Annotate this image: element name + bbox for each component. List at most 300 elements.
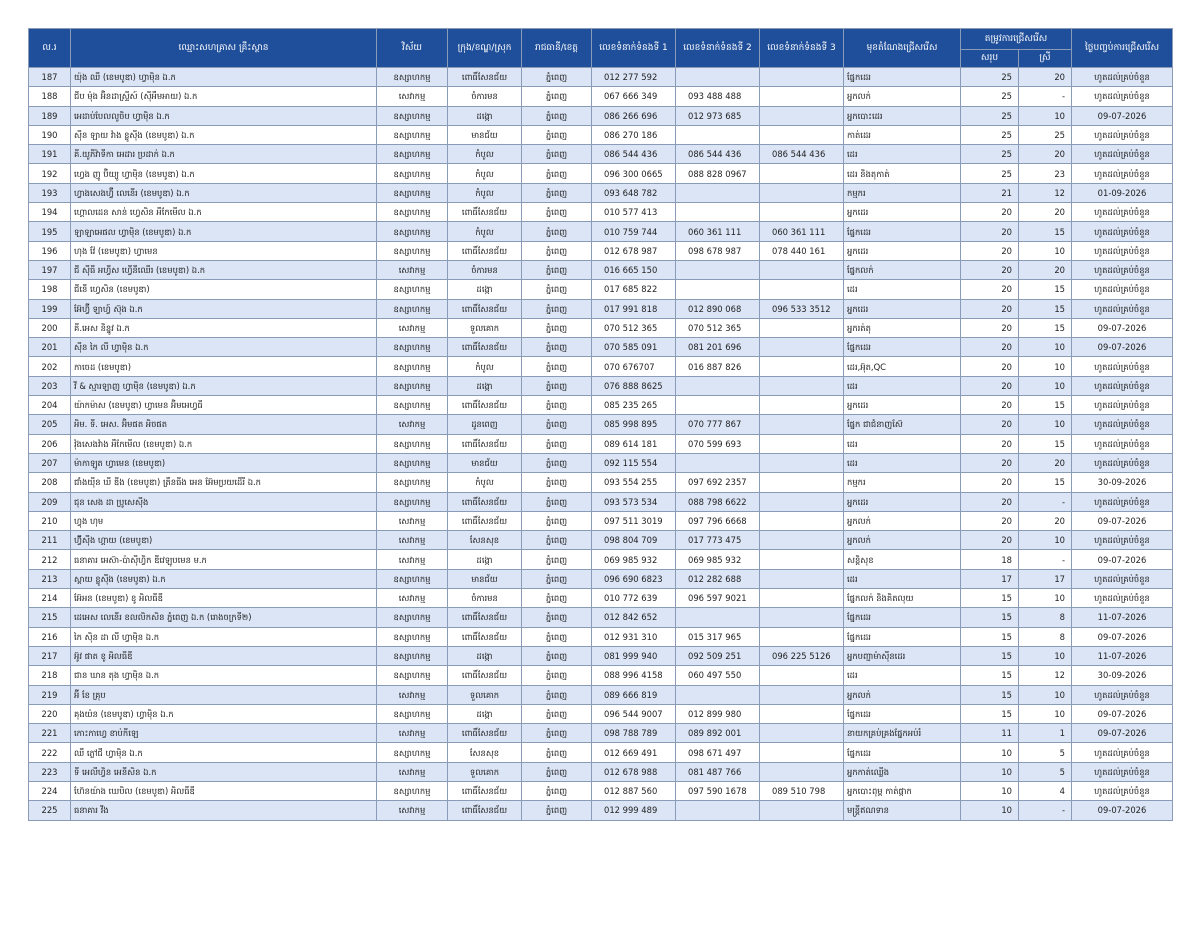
cell-province: ភ្នំពេញ <box>522 589 592 608</box>
cell-company-name: គី.អេស និន្នូវ ឯ.ក <box>71 318 377 337</box>
cell-phone-2: 012 890 068 <box>676 299 760 318</box>
cell-position: ដេរ <box>844 376 961 395</box>
cell-sector: ឧស្សាហកម្ម <box>377 704 448 723</box>
cell-province: ភ្នំពេញ <box>522 569 592 588</box>
cell-total: 25 <box>961 164 1019 183</box>
table-row <box>29 260 1173 279</box>
cell-position: អ្នកបោះដេរ <box>844 106 961 125</box>
cell-total: 10 <box>961 781 1019 800</box>
cell-district: ពោធិ៍សែនជ័យ <box>448 203 522 222</box>
cell-no: 194 <box>29 203 71 222</box>
cell-province: ភ្នំពេញ <box>522 608 592 627</box>
cell-company-name: អ៊ែអន (ខេមបូឌា) ខូ អិលធីឌី <box>71 589 377 608</box>
cell-phone-1: 012 887 560 <box>592 781 676 800</box>
cell-phone-2 <box>676 68 760 87</box>
cell-position: សន្តិសុខ <box>844 550 961 569</box>
cell-sector: ឧស្សាហកម្ម <box>377 125 448 144</box>
cell-company-name: ម៉ាកាឡូត ហ្វាមេន (ខេមបូឌា) <box>71 453 377 472</box>
cell-female: 10 <box>1019 338 1072 357</box>
cell-phone-1: 012 931 310 <box>592 627 676 646</box>
cell-province: ភ្នំពេញ <box>522 434 592 453</box>
cell-sector: សេវាកម្ម <box>377 724 448 743</box>
cell-phone-1: 085 235 265 <box>592 396 676 415</box>
cell-phone-1: 070 512 365 <box>592 318 676 337</box>
table-row <box>29 453 1173 472</box>
cell-female: 15 <box>1019 434 1072 453</box>
cell-phone-3 <box>760 531 844 550</box>
cell-total: 10 <box>961 762 1019 781</box>
cell-total: 25 <box>961 106 1019 125</box>
table-row <box>29 106 1173 125</box>
cell-no: 193 <box>29 183 71 202</box>
cell-district: ពោធិ៍សែនជ័យ <box>448 338 522 357</box>
cell-deadline: 30-09-2026 <box>1072 473 1173 492</box>
cell-phone-3 <box>760 589 844 608</box>
cell-phone-2: 060 361 111 <box>676 222 760 241</box>
cell-position: ដេរ <box>844 434 961 453</box>
cell-female: 10 <box>1019 241 1072 260</box>
cell-company-name: ធនាគារ វីង <box>71 801 377 820</box>
cell-province: ភ្នំពេញ <box>522 685 592 704</box>
cell-company-name: គី.យូភីវ៉ាទីកា អេដារ ប្រដាក់ ឯ.ក <box>71 145 377 164</box>
cell-company-name: គុងយ៉ន (ខេមបូឌា) ហ្វាម៉ិន ឯ.ក <box>71 704 377 723</box>
cell-phone-2: 012 973 685 <box>676 106 760 125</box>
cell-position: អ្នកបញ្ជាម៉ាស៊ីនដេរ <box>844 646 961 665</box>
cell-province: ភ្នំពេញ <box>522 106 592 125</box>
cell-female: 15 <box>1019 318 1072 337</box>
cell-phone-3 <box>760 704 844 723</box>
cell-phone-1: 088 996 4158 <box>592 666 676 685</box>
cell-sector: ឧស្សាហកម្ម <box>377 145 448 164</box>
cell-company-name: ហ្គោលដេន សាន់ ហ្វេសិន អឹកែមើល ឯ.ក <box>71 203 377 222</box>
cell-phone-2 <box>676 183 760 202</box>
cell-phone-1: 070 676707 <box>592 357 676 376</box>
table-row <box>29 68 1173 87</box>
cell-deadline: ហូតដល់គ្រប់ចំនួន <box>1072 376 1173 395</box>
table-row <box>29 203 1173 222</box>
cell-total: 20 <box>961 511 1019 530</box>
cell-phone-3 <box>760 492 844 511</box>
cell-company-name: វ៉ុងសេងវ៉ាង អឹកែមើល (ខេមបូឌា) ឯ.ក <box>71 434 377 453</box>
table-row <box>29 87 1173 106</box>
cell-district: ពោធិ៍សែនជ័យ <box>448 608 522 627</box>
cell-district: ទួលគោក <box>448 685 522 704</box>
cell-phone-2 <box>676 203 760 222</box>
cell-phone-3 <box>760 685 844 704</box>
cell-phone-2: 070 777 867 <box>676 415 760 434</box>
table-row <box>29 608 1173 627</box>
cell-company-name: យ៉ុង ឈី (ខេមបូឌា) ហ្វាម៉ិន ឯ.ក <box>71 68 377 87</box>
cell-phone-1: 096 544 9007 <box>592 704 676 723</box>
cell-phone-2: 086 544 436 <box>676 145 760 164</box>
cell-deadline: ហូតដល់គ្រប់ចំនួន <box>1072 68 1173 87</box>
cell-phone-2 <box>676 260 760 279</box>
cell-position: អ្នកដេរ <box>844 299 961 318</box>
cell-province: ភ្នំពេញ <box>522 627 592 646</box>
header-deadline: ថ្ងៃបញ្ចប់ការជ្រើសរើស <box>1072 29 1173 68</box>
cell-total: 20 <box>961 492 1019 511</box>
cell-company-name: ហ៊ែនយ៉ាង ឃេបិល (ខេមបូឌា) អិលធីឌី <box>71 781 377 800</box>
cell-district: ដង្កោ <box>448 280 522 299</box>
cell-phone-2: 097 590 1678 <box>676 781 760 800</box>
cell-sector: ឧស្សាហកម្ម <box>377 396 448 415</box>
cell-phone-1: 086 270 186 <box>592 125 676 144</box>
cell-total: 20 <box>961 299 1019 318</box>
cell-province: ភ្នំពេញ <box>522 492 592 511</box>
cell-district: ដង្កោ <box>448 646 522 665</box>
cell-province: ភ្នំពេញ <box>522 646 592 665</box>
cell-female: 20 <box>1019 68 1072 87</box>
cell-district: ដង្កោ <box>448 704 522 723</box>
cell-total: 20 <box>961 260 1019 279</box>
cell-district: សែនសុខ <box>448 531 522 550</box>
cell-no: 213 <box>29 569 71 588</box>
cell-company-name: អ៊ូវ ផាត ខូ អិលធីឌី <box>71 646 377 665</box>
cell-phone-1: 010 577 413 <box>592 203 676 222</box>
cell-deadline: 09-07-2026 <box>1072 550 1173 569</box>
cell-no: 189 <box>29 106 71 125</box>
cell-phone-2: 015 317 965 <box>676 627 760 646</box>
cell-province: ភ្នំពេញ <box>522 241 592 260</box>
cell-sector: ឧស្សាហកម្ម <box>377 608 448 627</box>
cell-no: 224 <box>29 781 71 800</box>
cell-total: 25 <box>961 87 1019 106</box>
cell-total: 15 <box>961 666 1019 685</box>
cell-phone-1: 012 669 491 <box>592 743 676 762</box>
cell-company-name: ស៊ីន កៃ លី ហ្វាម៉ិន ឯ.ក <box>71 338 377 357</box>
cell-no: 203 <box>29 376 71 395</box>
header-position: មុខតំណែងជ្រើសរើស <box>844 29 961 68</box>
cell-company-name: ជីនើ ហ្វេសិន (ខេមបូឌា) <box>71 280 377 299</box>
table-row <box>29 511 1173 530</box>
cell-no: 210 <box>29 511 71 530</box>
cell-total: 20 <box>961 434 1019 453</box>
cell-no: 215 <box>29 608 71 627</box>
cell-position: នាយកគ្រប់គ្រងផ្នែកអប់រំ <box>844 724 961 743</box>
cell-position: ផ្នែក ជាជំនាញស៊ែ <box>844 415 961 434</box>
cell-deadline: ហូតដល់គ្រប់ចំនួន <box>1072 685 1173 704</box>
cell-province: ភ្នំពេញ <box>522 531 592 550</box>
cell-district: ពោធិ៍សែនជ័យ <box>448 627 522 646</box>
cell-deadline: 09-07-2026 <box>1072 106 1173 125</box>
cell-sector: ឧស្សាហកម្ម <box>377 473 448 492</box>
cell-position: ផ្នែកដេរ <box>844 222 961 241</box>
cell-phone-3: 089 510 798 <box>760 781 844 800</box>
header-phone-2: លេខទំនាក់ទំនងទី 2 <box>676 29 760 68</box>
cell-position: ដេរ,អ៊ុត,QC <box>844 357 961 376</box>
table-row <box>29 666 1173 685</box>
table-row <box>29 164 1173 183</box>
cell-phone-1: 012 678 987 <box>592 241 676 260</box>
cell-total: 11 <box>961 724 1019 743</box>
header-company-name: ឈ្មោះសហគ្រាស គ្រឹះស្ថាន <box>71 29 377 68</box>
cell-province: ភ្នំពេញ <box>522 743 592 762</box>
table-row <box>29 685 1173 704</box>
cell-sector: ឧស្សាហកម្ម <box>377 492 448 511</box>
cell-position: អ្នករត់តុ <box>844 318 961 337</box>
header-phone-1: លេខទំនាក់ទំនងទី 1 <box>592 29 676 68</box>
cell-phone-1: 089 666 819 <box>592 685 676 704</box>
table-header <box>29 29 1173 68</box>
cell-total: 20 <box>961 222 1019 241</box>
cell-total: 25 <box>961 125 1019 144</box>
cell-phone-2: 060 497 550 <box>676 666 760 685</box>
cell-province: ភ្នំពេញ <box>522 550 592 569</box>
cell-sector: ឧស្សាហកម្ម <box>377 376 448 395</box>
cell-total: 20 <box>961 338 1019 357</box>
cell-deadline: ហូតដល់គ្រប់ចំនួន <box>1072 280 1173 299</box>
cell-deadline: ហូតដល់គ្រប់ចំនួន <box>1072 415 1173 434</box>
cell-total: 20 <box>961 318 1019 337</box>
cell-position: អ្នកលក់ <box>844 511 961 530</box>
cell-phone-2 <box>676 453 760 472</box>
cell-province: ភ្នំពេញ <box>522 222 592 241</box>
cell-phone-1: 016 665 150 <box>592 260 676 279</box>
cell-female: 20 <box>1019 145 1072 164</box>
cell-province: ភ្នំពេញ <box>522 724 592 743</box>
cell-no: 204 <box>29 396 71 415</box>
table-row <box>29 627 1173 646</box>
cell-deadline: ហូតដល់គ្រប់ចំនួន <box>1072 396 1173 415</box>
cell-province: ភ្នំពេញ <box>522 704 592 723</box>
cell-phone-1: 012 277 592 <box>592 68 676 87</box>
cell-province: ភ្នំពេញ <box>522 415 592 434</box>
cell-sector: ឧស្សាហកម្ម <box>377 299 448 318</box>
cell-total: 20 <box>961 531 1019 550</box>
cell-phone-2: 012 899 980 <box>676 704 760 723</box>
cell-female: 20 <box>1019 203 1072 222</box>
cell-no: 207 <box>29 453 71 472</box>
cell-phone-3 <box>760 608 844 627</box>
cell-total: 21 <box>961 183 1019 202</box>
cell-phone-1: 010 772 639 <box>592 589 676 608</box>
cell-phone-2 <box>676 125 760 144</box>
cell-phone-2 <box>676 685 760 704</box>
cell-phone-3 <box>760 376 844 395</box>
cell-company-name: ដេអេស លេនើរ ខលលិកសិន ភ្នំពេញ ឯ.ក (រោងចក្រទី២) <box>71 608 377 627</box>
cell-total: 20 <box>961 415 1019 434</box>
cell-no: 220 <box>29 704 71 723</box>
header-no: ល.រ <box>29 29 71 68</box>
cell-province: ភ្នំពេញ <box>522 376 592 395</box>
cell-total: 15 <box>961 685 1019 704</box>
table-row <box>29 550 1173 569</box>
cell-deadline: ហូតដល់គ្រប់ចំនួន <box>1072 531 1173 550</box>
cell-province: ភ្នំពេញ <box>522 125 592 144</box>
cell-phone-2: 097 796 6668 <box>676 511 760 530</box>
cell-position: អ្នកលក់ <box>844 531 961 550</box>
cell-no: 191 <box>29 145 71 164</box>
cell-deadline: ហូតដល់គ្រប់ចំនួន <box>1072 762 1173 781</box>
cell-district: កំបូល <box>448 222 522 241</box>
cell-phone-1: 096 300 0665 <box>592 164 676 183</box>
cell-sector: សេវាកម្ម <box>377 550 448 569</box>
cell-position: ផ្នែកលក់ និងគិតលុយ <box>844 589 961 608</box>
cell-deadline: 09-07-2026 <box>1072 724 1173 743</box>
cell-province: ភ្នំពេញ <box>522 260 592 279</box>
cell-phone-1: 093 573 534 <box>592 492 676 511</box>
cell-deadline: 09-07-2026 <box>1072 801 1173 820</box>
cell-phone-1: 098 804 709 <box>592 531 676 550</box>
cell-no: 201 <box>29 338 71 357</box>
cell-deadline: ហូតដល់គ្រប់ចំនួន <box>1072 87 1173 106</box>
cell-deadline: ហូតដល់គ្រប់ចំនួន <box>1072 492 1173 511</box>
cell-phone-2: 070 599 693 <box>676 434 760 453</box>
cell-position: ដេរ <box>844 145 961 164</box>
cell-district: ដង្កោ <box>448 376 522 395</box>
cell-no: 198 <box>29 280 71 299</box>
cell-phone-2: 088 798 6622 <box>676 492 760 511</box>
cell-district: ពោធិ៍សែនជ័យ <box>448 492 522 511</box>
cell-district: កំបូល <box>448 357 522 376</box>
cell-phone-2: 017 773 475 <box>676 531 760 550</box>
table-row <box>29 280 1173 299</box>
cell-no: 219 <box>29 685 71 704</box>
cell-district: ពោធិ៍សែនជ័យ <box>448 434 522 453</box>
cell-phone-3 <box>760 666 844 685</box>
cell-phone-2: 016 887 826 <box>676 357 760 376</box>
cell-phone-3 <box>760 762 844 781</box>
cell-province: ភ្នំពេញ <box>522 87 592 106</box>
cell-phone-1: 096 690 6823 <box>592 569 676 588</box>
table-row <box>29 357 1173 376</box>
header-province: រាជធានី/ខេត្ត <box>522 29 592 68</box>
cell-sector: សេវាកម្ម <box>377 318 448 337</box>
cell-province: ភ្នំពេញ <box>522 145 592 164</box>
cell-total: 20 <box>961 376 1019 395</box>
table-row <box>29 801 1173 820</box>
cell-phone-3 <box>760 183 844 202</box>
cell-company-name: អ៊ែហ្វ៊ី ឡាហ្វ៍ ស៊ុង ឯ.ក <box>71 299 377 318</box>
cell-phone-2: 089 892 001 <box>676 724 760 743</box>
cell-company-name: ឈឺ ភ្លៅជី ហ្វាម៉ិន ឯ.ក <box>71 743 377 762</box>
cell-phone-2 <box>676 396 760 415</box>
cell-phone-2 <box>676 280 760 299</box>
cell-female: 10 <box>1019 685 1072 704</box>
cell-province: ភ្នំពេញ <box>522 183 592 202</box>
cell-sector: ឧស្សាហកម្ម <box>377 569 448 588</box>
cell-phone-1: 012 678 988 <box>592 762 676 781</box>
cell-total: 18 <box>961 550 1019 569</box>
cell-province: ភ្នំពេញ <box>522 473 592 492</box>
cell-sector: ឧស្សាហកម្ម <box>377 666 448 685</box>
cell-position: ផ្នែកដេរ <box>844 68 961 87</box>
cell-position: ដេរ <box>844 569 961 588</box>
cell-phone-1: 017 685 822 <box>592 280 676 299</box>
table-row <box>29 589 1173 608</box>
table-row <box>29 241 1173 260</box>
cell-phone-3 <box>760 415 844 434</box>
cell-no: 190 <box>29 125 71 144</box>
cell-female: 15 <box>1019 280 1072 299</box>
table-row <box>29 473 1173 492</box>
cell-district: ចំការមន <box>448 260 522 279</box>
cell-position: អ្នកដេរ <box>844 396 961 415</box>
table-row <box>29 183 1173 202</box>
cell-sector: ឧស្សាហកម្ម <box>377 203 448 222</box>
cell-sector: សេវាកម្ម <box>377 87 448 106</box>
cell-phone-2: 070 512 365 <box>676 318 760 337</box>
cell-deadline: 11-07-2026 <box>1072 646 1173 665</box>
cell-position: កម្មករ <box>844 473 961 492</box>
cell-sector: ឧស្សាហកម្ម <box>377 453 448 472</box>
cell-female: 8 <box>1019 608 1072 627</box>
cell-total: 25 <box>961 68 1019 87</box>
cell-no: 208 <box>29 473 71 492</box>
cell-district: ពោធិ៍សែនជ័យ <box>448 511 522 530</box>
cell-sector: ឧស្សាហកម្ម <box>377 222 448 241</box>
cell-district: ចំការមន <box>448 589 522 608</box>
cell-sector: ឧស្សាហកម្ម <box>377 241 448 260</box>
cell-position: អ្នកដេរ <box>844 203 961 222</box>
cell-phone-2: 098 671 497 <box>676 743 760 762</box>
cell-deadline: ហូតដល់គ្រប់ចំនួន <box>1072 743 1173 762</box>
cell-phone-3: 096 533 3512 <box>760 299 844 318</box>
cell-phone-3 <box>760 743 844 762</box>
cell-province: ភ្នំពេញ <box>522 396 592 415</box>
cell-sector: ឧស្សាហកម្ម <box>377 627 448 646</box>
cell-district: សែនសុខ <box>448 743 522 762</box>
cell-company-name: ស្តាយ ខ្លូស៊ីង (ខេមបូឌា) ឯ.ក <box>71 569 377 588</box>
cell-phone-1: 067 666 349 <box>592 87 676 106</box>
cell-no: 222 <box>29 743 71 762</box>
cell-province: ភ្នំពេញ <box>522 203 592 222</box>
cell-female: 15 <box>1019 473 1072 492</box>
cell-deadline: ហូតដល់គ្រប់ចំនួន <box>1072 125 1173 144</box>
cell-company-name: កាចេដ (ខេមបូឌា) <box>71 357 377 376</box>
cell-phone-3 <box>760 125 844 144</box>
cell-district: ដូនពេញ <box>448 415 522 434</box>
cell-phone-2 <box>676 801 760 820</box>
cell-sector: ឧស្សាហកម្ម <box>377 781 448 800</box>
cell-phone-1: 093 554 255 <box>592 473 676 492</box>
cell-deadline: ហូតដល់គ្រប់ចំនួន <box>1072 781 1173 800</box>
cell-district: ពោធិ៍សែនជ័យ <box>448 781 522 800</box>
cell-phone-3: 086 544 436 <box>760 145 844 164</box>
table-row <box>29 492 1173 511</box>
cell-no: 221 <box>29 724 71 743</box>
cell-no: 196 <box>29 241 71 260</box>
cell-company-name: ហ្វាងសេងហ្វ៊ី លេនើរ (ខេមបូឌា) ឯ.ក <box>71 183 377 202</box>
cell-deadline: ហូតដល់គ្រប់ចំនួន <box>1072 357 1173 376</box>
cell-phone-2: 081 487 766 <box>676 762 760 781</box>
cell-female: 20 <box>1019 453 1072 472</box>
job-listing-table <box>28 28 1173 821</box>
cell-district: ពោធិ៍សែនជ័យ <box>448 801 522 820</box>
cell-sector: សេវាកម្ម <box>377 762 448 781</box>
table-row <box>29 781 1173 800</box>
cell-total: 15 <box>961 608 1019 627</box>
cell-company-name: អិម. ទី. អេស. អ៊ិមផត អិចផត <box>71 415 377 434</box>
cell-female: 20 <box>1019 511 1072 530</box>
cell-female: 10 <box>1019 704 1072 723</box>
cell-sector: ឧស្សាហកម្ម <box>377 280 448 299</box>
cell-female: 10 <box>1019 357 1072 376</box>
cell-district: មានជ័យ <box>448 453 522 472</box>
cell-phone-2: 092 509 251 <box>676 646 760 665</box>
cell-position: មន្ត្រីឥណទាន <box>844 801 961 820</box>
cell-position: ផ្នែកលក់ <box>844 260 961 279</box>
cell-district: ដង្កោ <box>448 106 522 125</box>
cell-phone-3 <box>760 434 844 453</box>
cell-total: 10 <box>961 743 1019 762</box>
cell-district: ពោធិ៍សែនជ័យ <box>448 396 522 415</box>
cell-company-name: ហ្វេង ញូ ប៊ិយ្យូ ហ្វាម៉ិន (ខេមបូឌា) ឯ.ក <box>71 164 377 183</box>
cell-female: 10 <box>1019 531 1072 550</box>
cell-sector: សេវាកម្ម <box>377 511 448 530</box>
cell-total: 20 <box>961 203 1019 222</box>
table-row <box>29 338 1173 357</box>
